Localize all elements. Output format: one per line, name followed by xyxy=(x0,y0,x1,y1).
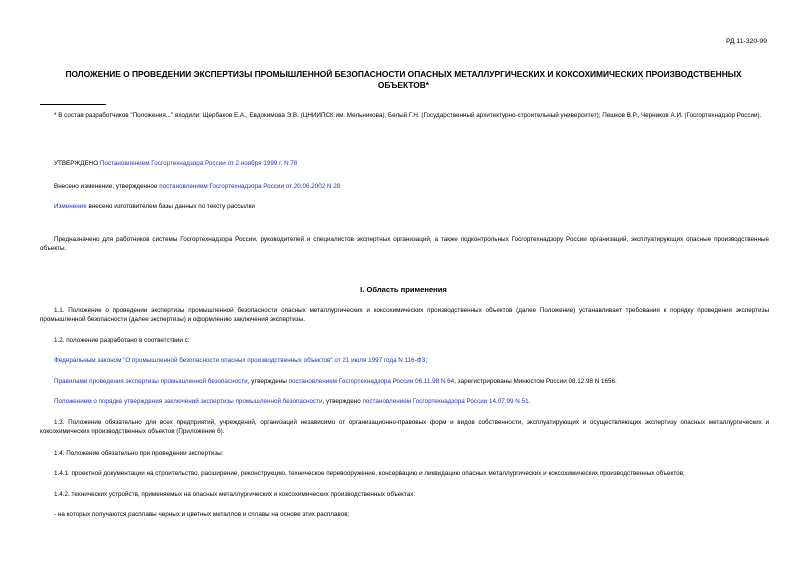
purpose-paragraph: Предназначено для работников системы Госгортехнадзора России, руководителей и специалистов экспертных организаций, а также подконтрольных Госгортехнадзору России организаций, эксплуатирующих опасные производственные объекты. xyxy=(40,236,769,252)
paragraph-1-2: 1.2. положение разработано в соответствии с: xyxy=(54,337,190,344)
order-resolution-link[interactable]: постановлением Госгортехнадзора России 14.07.99 N 51 xyxy=(362,398,529,405)
law-suffix: ; xyxy=(425,357,428,364)
paragraph-1-4-2: 1.4.2. технических устройств, применяемых на опасных металлургических и коксохимических производственных объектах: xyxy=(54,491,416,498)
footnote: * В состав разработчиков "Положения..." входили: Щербаков Е.А., Евдокимова Э.В. (ЦНИИПСК им. Мельникова); Белый Г.Н. (Государственный архитектурно-строительный университет); Пешков В.Р., Черников А.И. (Госгортехнадзор России). xyxy=(54,112,762,119)
amended-prefix: Внесено изменение, утвержденное xyxy=(54,183,160,190)
approved-prefix: УТВЕРЖДЕНО xyxy=(54,160,100,167)
paragraph-1-1: 1.1. Положение о проведении экспертизы промышленной безопасности опасных металлургических и коксохимических производственных объектов (далее Положение) устанавливает требования к порядку проведения экспертизы промышленной безопасности (далее экспертизы) и оформлению заключения экспертизы. xyxy=(40,307,769,323)
order-reference xyxy=(40,398,769,407)
rules-suffix: , зарегистрированы Минюстом России 08.12.98 N 1656. xyxy=(454,378,617,385)
section-title: I. Область применения xyxy=(360,285,447,294)
change-note-line xyxy=(40,203,769,212)
amended-link[interactable]: постановлением Госгортехнадзора России от 20.06.2002 N 28 xyxy=(159,183,341,190)
rules-resolution-link[interactable]: постановлением Госгортехнадзора России 06.11.98 N 64 xyxy=(288,378,455,385)
footnote-divider xyxy=(40,104,106,105)
approved-link[interactable]: Постановлением Госгортехнадзора России от 2 ноября 1999 г. N 78 xyxy=(99,160,298,167)
order-mid: , утверждено xyxy=(322,398,363,405)
document-title: ПОЛОЖЕНИЕ О ПРОВЕДЕНИИ ЭКСПЕРТИЗЫ ПРОМЫШЛЕННОЙ БЕЗОПАСНОСТИ ОПАСНЫХ МЕТАЛЛУРГИЧЕСКИХ И КОКСОХИМИЧЕСКИХ ПРОИЗВОДСТВЕННЫХ ОБЪЕКТОВ* xyxy=(65,69,742,90)
rules-mid: , утверждены xyxy=(247,378,289,385)
paragraph-1-4: 1.4. Положение обязательно при проведении экспертизы: xyxy=(54,450,224,457)
change-note-link[interactable]: Изменение xyxy=(54,203,87,210)
rules-link[interactable]: Правилами проведения экспертизы промышленной безопасности xyxy=(54,378,248,385)
order-suffix: . xyxy=(528,398,531,405)
paragraph-1-4-1: 1.4.1. проектной документации на строительство, расширение, реконструкцию, техническое перевооружение, консервацию и ликвидацию опасных металлургических и коксохимических производственных объектов; xyxy=(54,470,685,477)
paragraph-1-3: 1.3. Положение обязательно для всех предприятий, учреждений, организаций независимо от организационно-правовых форм и видов собственности, эксплуатирующих и осуществляющих экспертизу опасных металлургических и коксохимических производственных объектов (Приложение 6). xyxy=(40,419,769,435)
order-link[interactable]: Положением о порядке утверждения заключений экспертизы промышленной безопасности xyxy=(54,398,323,405)
paragraph-dash-item: - на которых получаются расплавы черных и цветных металлов и сплавы на основе этих расплавов; xyxy=(54,511,350,518)
amended-line xyxy=(40,183,769,192)
law-reference xyxy=(40,357,769,366)
law-link[interactable]: Федеральным законом "О промышленной безопасности опасных производственных объектов" от 21 июля 1997 года N 116-ФЗ xyxy=(54,357,426,364)
rules-reference xyxy=(40,378,769,387)
change-note-text: внесено изготовителем базы данных по тексту рассылки xyxy=(86,203,255,210)
document-number: РД 11-320-99 xyxy=(725,38,767,45)
approved-line xyxy=(40,160,769,169)
